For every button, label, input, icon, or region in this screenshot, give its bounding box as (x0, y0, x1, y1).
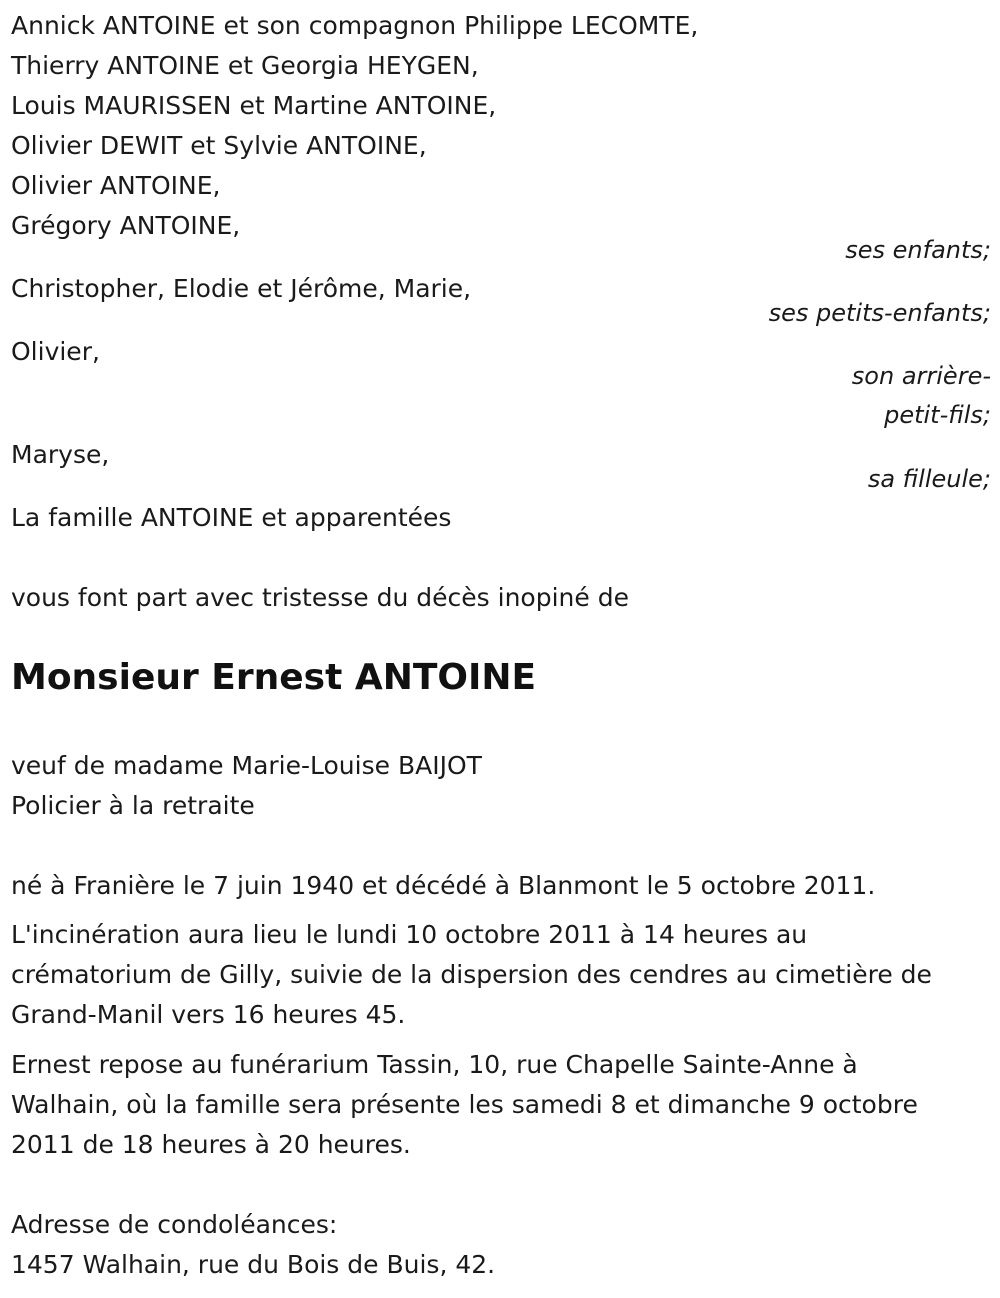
extended-family: La famille ANTOINE et apparentées (11, 503, 452, 532)
repose-line: Ernest repose au funérarium Tassin, 10, rue Chapelle Sainte-Anne à (11, 1050, 858, 1079)
condolences-label: Adresse de condoléances: (11, 1210, 338, 1239)
condolences-address: 1457 Walhain, rue du Bois de Buis, 42. (11, 1250, 496, 1279)
children-list (11, 6, 991, 246)
great-grandson: Olivier, (11, 337, 100, 366)
cremation-line: L'incinération aura lieu le lundi 10 octobre 2011 à 14 heures au (11, 920, 808, 949)
child-line: Annick ANTOINE et son compagnon Philippe LECOMTE, (11, 11, 699, 40)
child-line: Olivier ANTOINE, (11, 171, 221, 200)
repose-paragraph (11, 1045, 991, 1165)
birth-death: né à Franière le 7 juin 1940 et décédé à Blanmont le 5 octobre 2011. (11, 871, 876, 900)
announcement: vous font part avec tristesse du décès inopiné de (11, 583, 629, 612)
grandchildren: Christopher, Elodie et Jérôme, Marie, (11, 274, 472, 303)
grandchildren-role: ses petits-enfants; (768, 299, 991, 327)
child-line: Olivier DEWIT et Sylvie ANTOINE, (11, 131, 427, 160)
child-line: Grégory ANTOINE, (11, 211, 241, 240)
widower-of: veuf de madame Marie-Louise BAIJOT (11, 751, 482, 780)
great-grandson-role-line2: petit-fils; (884, 401, 991, 429)
cremation-paragraph (11, 915, 991, 1035)
profession: Policier à la retraite (11, 791, 255, 820)
repose-line: 2011 de 18 heures à 20 heures. (11, 1130, 411, 1159)
great-grandson-role-line1: son arrière- (851, 362, 991, 390)
child-line: Thierry ANTOINE et Georgia HEYGEN, (11, 51, 479, 80)
goddaughter-role: sa filleule; (867, 465, 991, 493)
cremation-line: Grand-Manil vers 16 heures 45. (11, 1000, 406, 1029)
cremation-line: crématorium de Gilly, suivie de la dispersion des cendres au cimetière de (11, 960, 932, 989)
children-role: ses enfants; (845, 236, 991, 264)
child-line: Louis MAURISSEN et Martine ANTOINE, (11, 91, 497, 120)
repose-line: Walhain, où la famille sera présente les samedi 8 et dimanche 9 octobre (11, 1090, 918, 1119)
goddaughter: Maryse, (11, 440, 110, 469)
deceased-name: Monsieur Ernest ANTOINE (11, 657, 537, 698)
